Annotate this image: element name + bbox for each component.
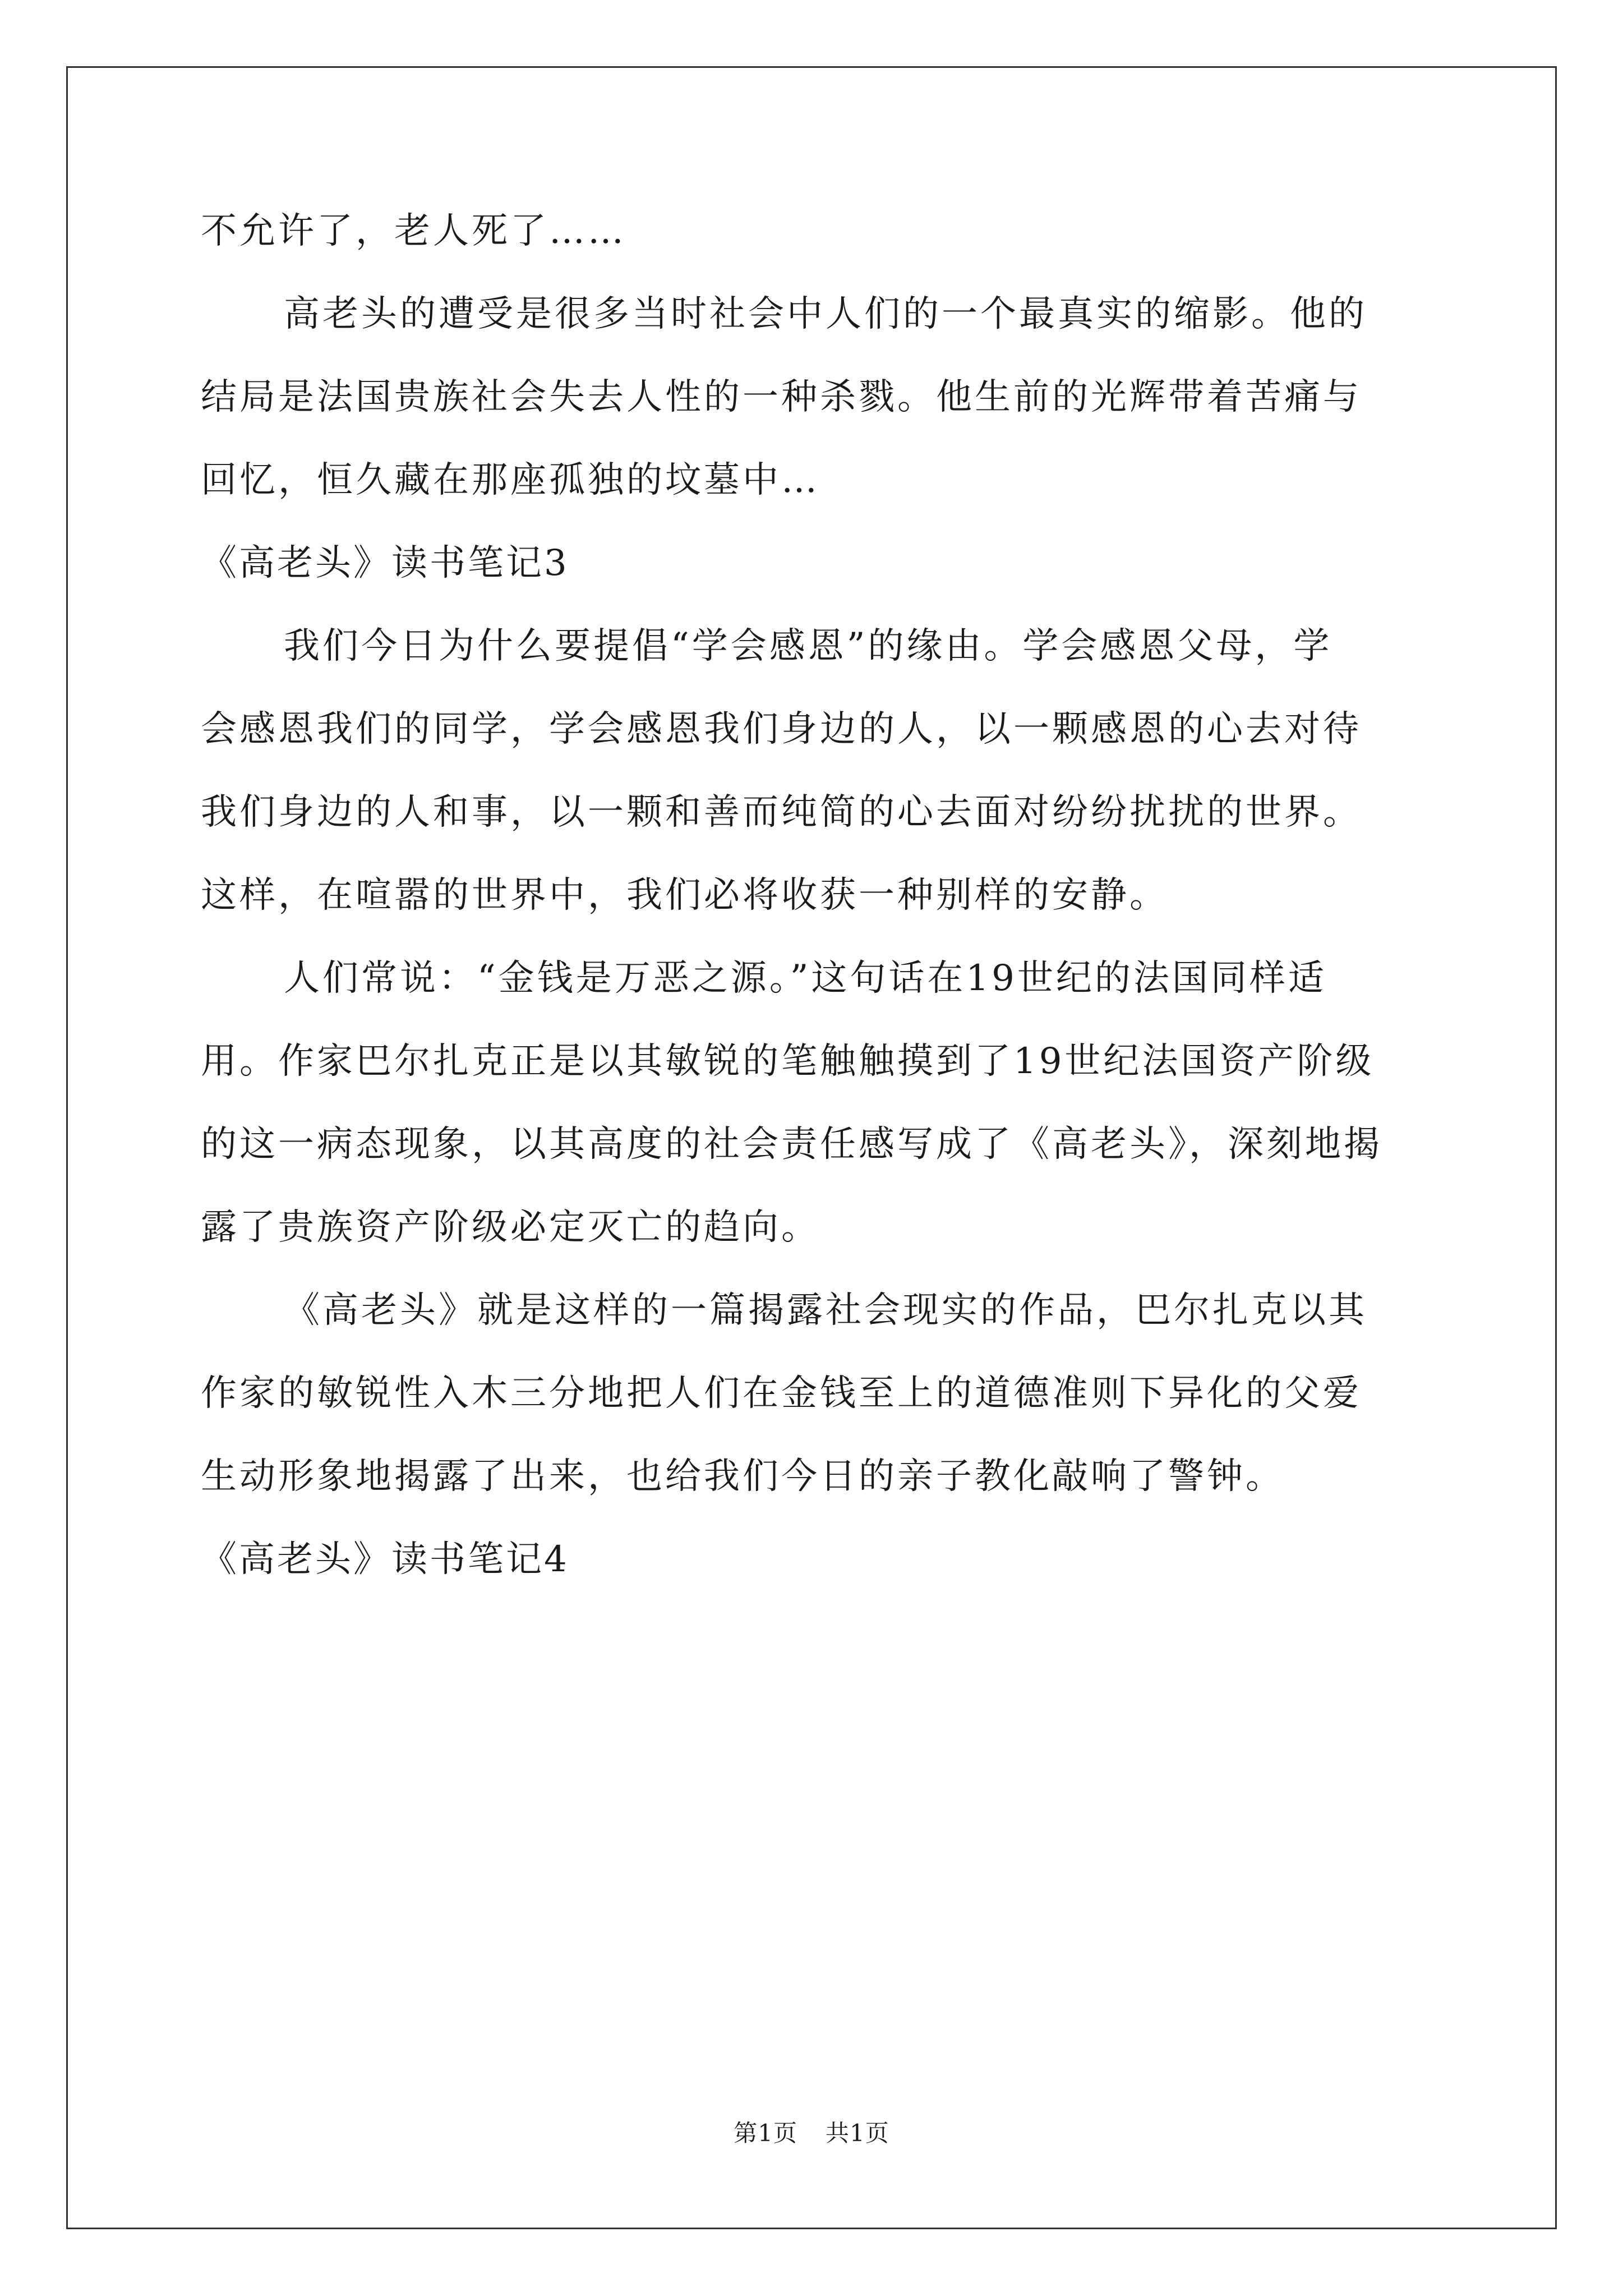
text-line: 会感恩我们的同学，学会感恩我们身边的人，以一颗感恩的心去对待 [201,708,1362,750]
paragraph-start-line: 我们今日为什么要提倡“学会感恩”的缘由。学会感恩父母，学 [284,625,1332,667]
text-line: 的这一病态现象，以其高度的社会责任感写成了《高老头》，深刻地揭 [201,1124,1382,1165]
text-line: 作家的敏锐性入木三分地把人们在金钱至上的道德准则下异化的父爱 [201,1373,1362,1414]
paragraph-start-line: 高老头的遭受是很多当时社会中人们的一个最真实的缩影。他的 [284,293,1367,335]
text-line: 不允许了，老人死了…… [201,210,626,252]
text-line: 我们身边的人和事，以一颗和善而纯简的心去面对纷纷扰扰的世界。 [201,792,1362,833]
page-number: 第1页 [734,2119,797,2147]
paragraph-start-line: 《高老头》就是这样的一篇揭露社会现实的作品，巴尔扎克以其 [284,1290,1367,1331]
text-line: 这样，在喧嚣的世界中，我们必将收获一种别样的安静。 [201,875,1168,916]
page-count: 共1页 [826,2119,889,2147]
text-line: 露了贵族资产阶级必定灭亡的趋向。 [201,1207,820,1248]
text-line: 回忆，恒久藏在那座孤独的坟墓中… [201,459,820,501]
text-line: 结局是法国贵族社会失去人性的一种杀戮。他生前的光辉带着苦痛与 [201,376,1362,418]
paragraph-start-line: 人们常说：“金钱是万恶之源。”这句话在19世纪的法国同样适 [284,958,1327,999]
section-heading: 《高老头》读书笔记4 [201,1539,569,1580]
section-heading: 《高老头》读书笔记3 [201,542,569,584]
text-line: 生动形象地揭露了出来，也给我们今日的亲子教化敲响了警钟。 [201,1456,1284,1497]
page-footer [0,2119,1623,2147]
text-line: 用。作家巴尔扎克正是以其敏锐的笔触触摸到了19世纪法国资产阶级 [201,1041,1375,1082]
